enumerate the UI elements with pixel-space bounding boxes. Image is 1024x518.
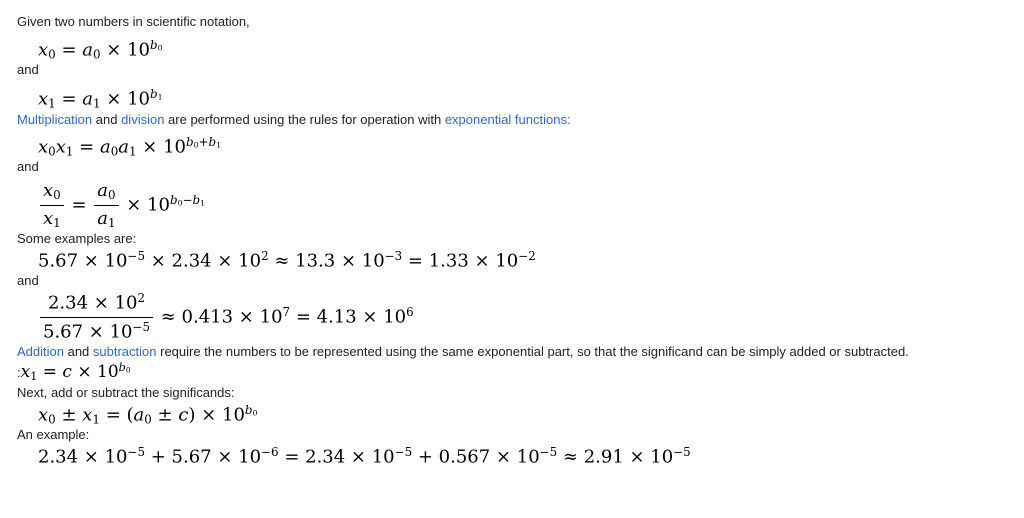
math-addition-example: $2.34 \times 10^{-5} + 5.67 \times 10^{-6} = 2.34 \times 10^{-5} + 0.567 \times 10^{-5} \approx 2.91 \times 10^{-5}$ bbox=[38, 445, 691, 468]
fraction: $\frac{x0}{x1}$ bbox=[40, 180, 64, 231]
text-segment: and bbox=[63, 343, 93, 359]
link-addition[interactable]: Addition bbox=[17, 343, 64, 359]
math-quotient-rule: $\frac{x0}{x1}$ = $\frac{a0}{a1}$ × $10^{b0-b1}$ bbox=[38, 180, 1004, 231]
text-segment: are performed using the rules for operation with bbox=[164, 111, 445, 127]
intro-paragraph: Given two numbers in scientific notation, bbox=[17, 14, 250, 29]
fraction: $\frac{2.34 \times 10^2}{5.67 \times 10^{-5}}$ bbox=[40, 291, 153, 344]
fraction: $\frac{a0}{a1}$ bbox=[94, 180, 118, 231]
text-segment: require the numbers to be represented using the same exponential part, so that the significand can be simply added or subtracted. : bbox=[17, 343, 909, 380]
link-division[interactable]: division bbox=[121, 111, 165, 127]
text-segment: and bbox=[92, 111, 122, 127]
math-addsub-rule: $x0 \pm x1 = (a0 \pm c) \times 10^{b0}$ bbox=[38, 402, 258, 427]
multiplication-division-paragraph bbox=[17, 112, 1004, 128]
math-multiplication-example: $5.67 \times 10^{-5} \times 2.34 \times 10^2 \approx 13.3 \times 10^{-3} = 1.33 \times 10^{-2}$ bbox=[38, 248, 536, 272]
inline-math: $x1 = c \times 10^{b0}$ bbox=[20, 360, 131, 383]
math-product-rule: $x0x1 = a0a1 \times 10^{b0+b1}$ bbox=[38, 134, 222, 159]
math-division-example: $\frac{2.34 \times 10^2}{5.67 \times 10^{-5}}$ ≈ $0.413 \times 10^7 = 4.13 \times 10^6$ bbox=[38, 291, 1004, 344]
math-x0-definition: $x0 = a0 \times 10^{b0}$ bbox=[38, 38, 163, 62]
examples-paragraph: Some examples are: bbox=[17, 230, 137, 246]
link-subtraction[interactable]: subtraction bbox=[92, 343, 157, 359]
link-multiplication[interactable]: Multiplication bbox=[17, 111, 93, 127]
connector-and-2: and bbox=[17, 159, 39, 175]
math-x1-definition: $x1 = a1 \times 10^{b1}$ bbox=[38, 87, 163, 111]
connector-and-3: and bbox=[17, 272, 39, 288]
connector-and-1: and bbox=[17, 62, 39, 78]
link-exponential-functions[interactable]: exponential functions: bbox=[444, 111, 571, 127]
an-example-paragraph: An example: bbox=[17, 427, 90, 443]
addition-subtraction-paragraph bbox=[17, 344, 1004, 385]
next-step-paragraph: Next, add or subtract the significands: bbox=[17, 384, 235, 400]
